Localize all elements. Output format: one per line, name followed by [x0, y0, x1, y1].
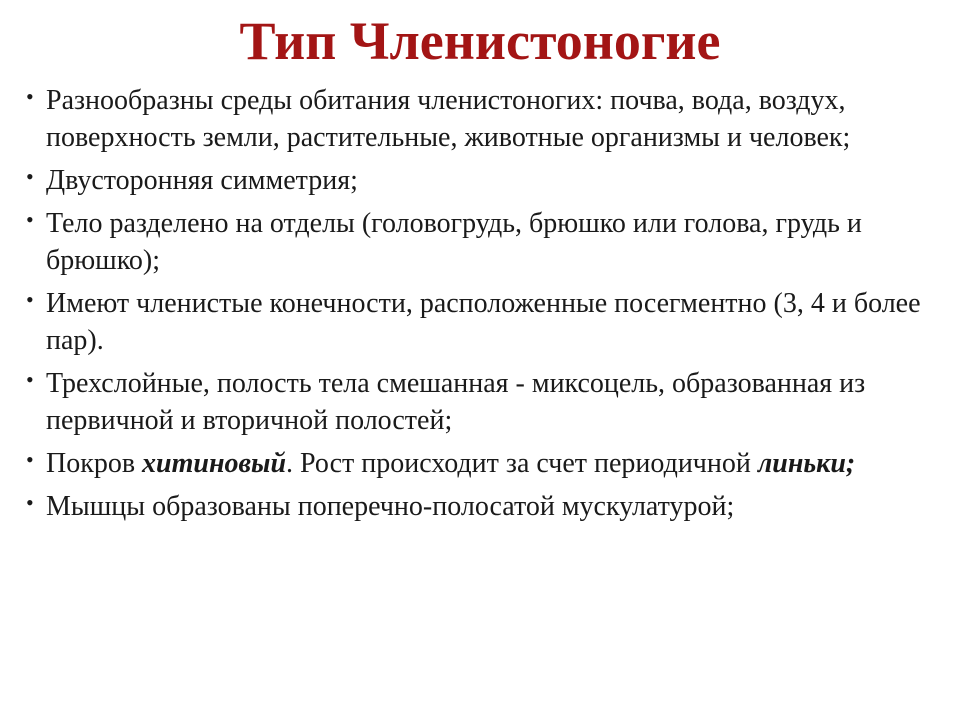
bullet-text: . Рост происходит за счет периодичной [286, 448, 758, 479]
bullet-dot-icon: • [26, 367, 34, 392]
bullet-item-cover-molting [26, 445, 936, 482]
bullet-text: Имеют членистые конечности, расположенные посегментно (3, 4 и более пар). [46, 288, 921, 356]
bullet-item-limbs [26, 285, 936, 359]
bullet-item-body-cavity [26, 365, 936, 439]
bullet-text: Тело разделено на отделы (головогрудь, брюшко или голова, грудь и брюшко); [46, 208, 862, 276]
bullet-item-body-sections [26, 205, 936, 279]
slide-title: Тип Членистоногие [239, 11, 721, 71]
bullet-item-muscles [26, 488, 936, 525]
bullet-dot-icon: • [26, 164, 34, 189]
emphasis-molting: линьки; [757, 448, 856, 479]
bullet-text: Мышцы образованы поперечно-полосатой мускулатурой; [46, 491, 735, 522]
bullet-dot-icon: • [26, 490, 34, 515]
emphasis-chitinous: хитиновый [142, 448, 287, 479]
bullet-text: Двусторонняя симметрия; [46, 165, 358, 196]
bullet-dot-icon: • [26, 207, 34, 232]
bullet-item-symmetry [26, 162, 936, 199]
bullet-dot-icon: • [26, 84, 34, 109]
bullet-text: Покров [46, 448, 143, 479]
bullet-text: Разнообразны среды обитания членистоногих: почва, вода, воздух, поверхность земли, растительные, животные организмы и человек; [46, 85, 851, 153]
bullet-dot-icon: • [26, 447, 34, 472]
bullet-dot-icon: • [26, 287, 34, 312]
bullet-item-habitats [26, 82, 936, 156]
bullet-text: Трехслойные, полость тела смешанная - миксоцель, образованная из первичной и вторичной полостей; [46, 368, 866, 436]
bullet-list [26, 82, 936, 531]
